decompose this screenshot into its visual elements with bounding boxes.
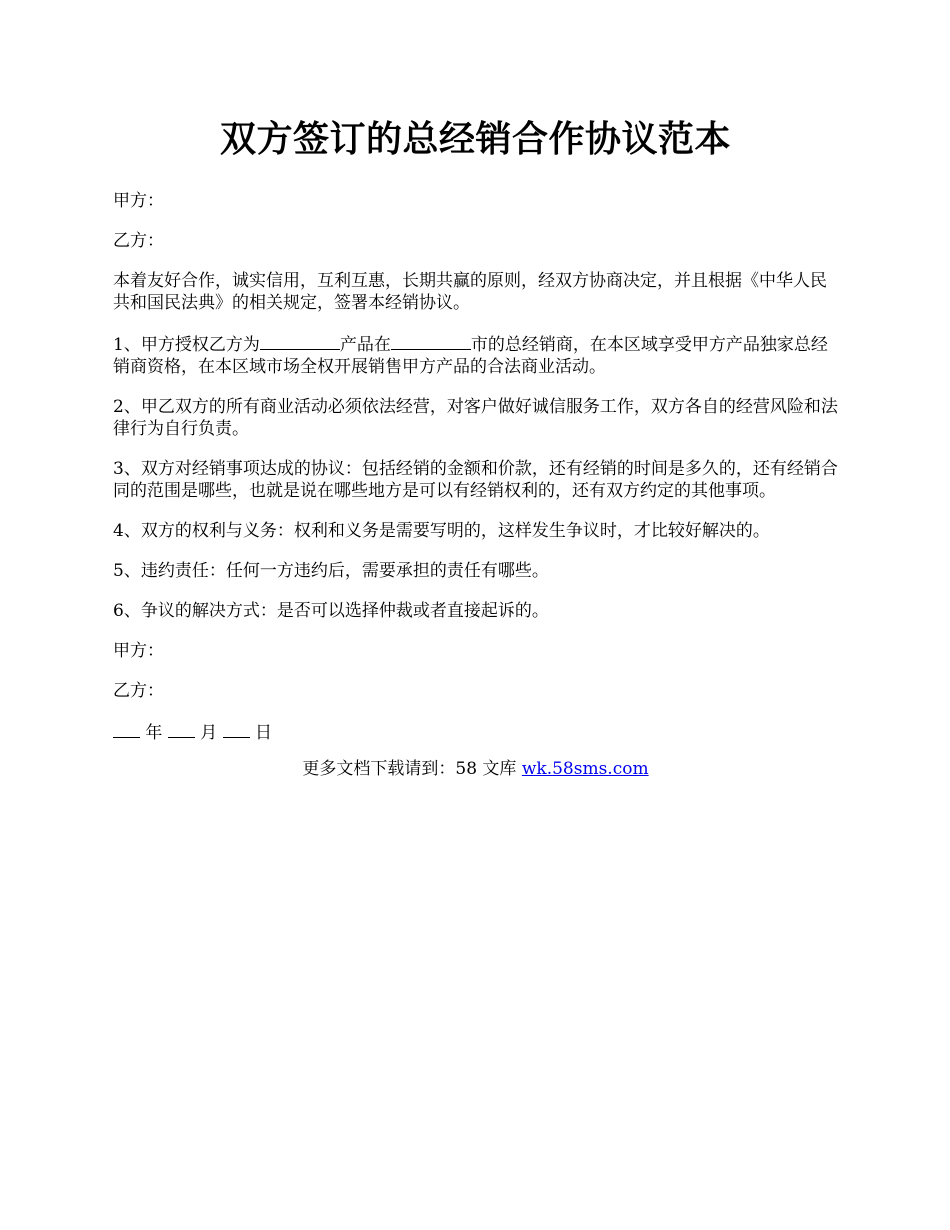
month-label: 月 [200,723,218,743]
clause-1-text-c: 市的总经销商，在本区域享受甲方产品独家总经销商资格，在本区域市场全权开展销售甲方产品的合法商业活动。 [113,335,828,377]
sign-party-b: 乙方： [113,681,164,701]
clause-2: 2、甲乙双方的所有商业活动必须依法经营，对客户做好诚信服务工作，双方各自的经营风险和法律行为自行负责。 [113,397,838,439]
product-blank [260,332,340,350]
footer-text: 更多文档下载请到：58 文库 [302,759,522,779]
month-blank [168,720,195,738]
year-blank [113,720,140,738]
day-blank [223,720,250,738]
date-line [113,720,838,744]
party-a-label: 甲方： [113,191,164,211]
city-blank [391,332,471,350]
footer-link[interactable]: wk.58sms.com [521,759,649,779]
clause-3: 3、双方对经销事项达成的协议：包括经销的金额和价款，还有经销的时间是多久的，还有经销合同的范围是哪些，也就是说在哪些地方是可以有经销权利的，还有双方约定的其他事项。 [113,459,838,501]
day-label: 日 [255,723,273,743]
clause-4: 4、双方的权利与义务：权利和义务是需要写明的，这样发生争议时，才比较好解决的。 [113,521,770,541]
clause-1-text-b: 产品在 [339,335,391,355]
party-b-label: 乙方： [113,231,164,251]
clause-5: 5、违约责任：任何一方违约后，需要承担的责任有哪些。 [113,561,549,581]
clause-1 [113,332,838,378]
clause-6: 6、争议的解决方式：是否可以选择仲裁或者直接起诉的。 [113,601,549,621]
sign-party-a: 甲方： [113,641,164,661]
year-label: 年 [145,723,163,743]
intro-paragraph: 本着友好合作，诚实信用，互利互惠，长期共赢的原则，经双方协商决定，并且根据《中华人民共和国民法典》的相关规定，签署本经销协议。 [113,271,827,313]
document-title: 双方签订的总经销合作协议范本 [219,118,731,160]
clause-1-text-a: 1、甲方授权乙方为 [113,335,260,355]
footer [113,758,838,780]
